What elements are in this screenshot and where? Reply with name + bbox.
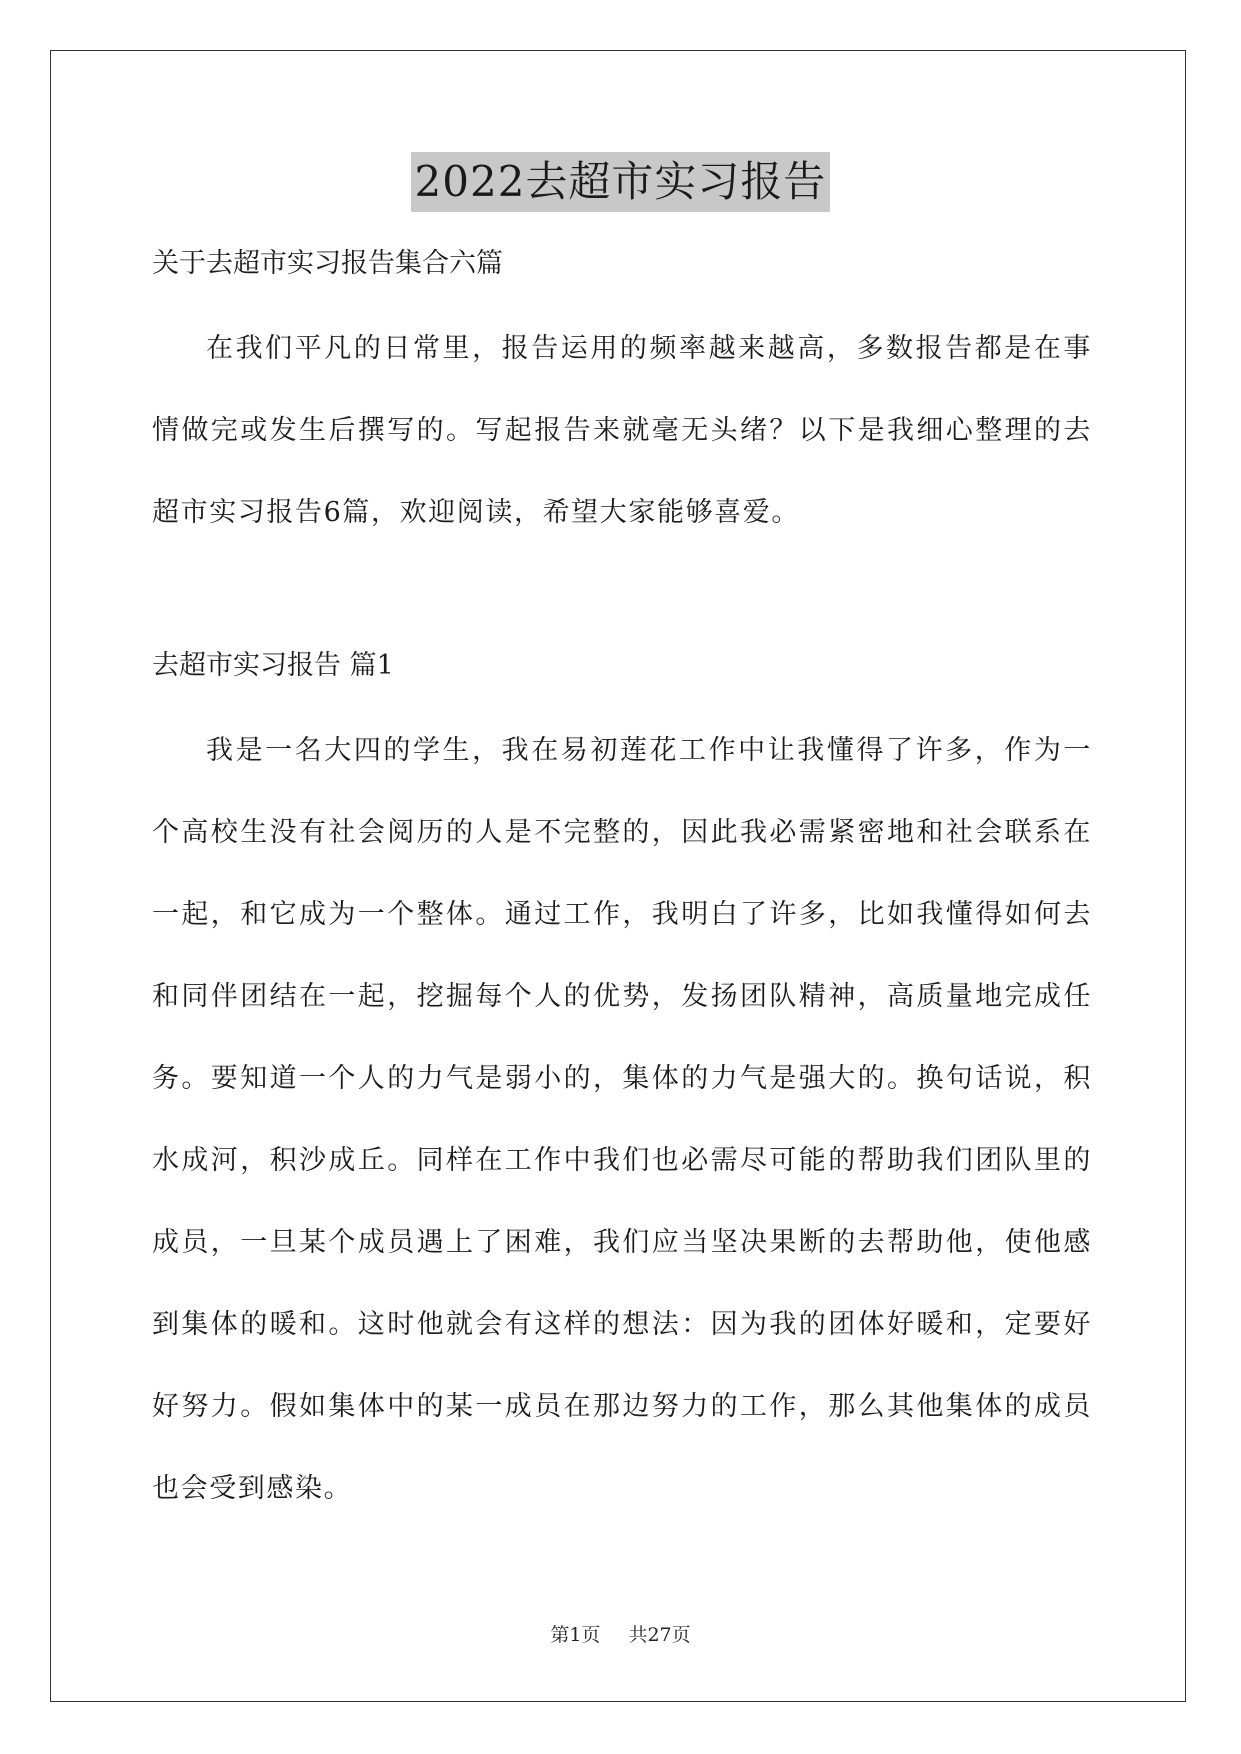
page-number: 第1页 <box>550 1624 601 1646</box>
document-body <box>152 232 1092 1530</box>
intro-paragraph: 在我们平凡的日常里，报告运用的频率越来越高，多数报告都是在事情做完或发生后撰写的。写起报告来就毫无头绪？以下是我细心整理的去超市实习报告6篇，欢迎阅读，希望大家能够喜爱。 <box>152 333 1092 528</box>
page-footer <box>0 1620 1241 1647</box>
document-title <box>0 152 1241 212</box>
document-title-text: 2022去超市实习报告 <box>411 152 831 212</box>
page-total: 共27页 <box>628 1624 691 1646</box>
section-paragraph: 我是一名大四的学生，我在易初莲花工作中让我懂得了许多，作为一个高校生没有社会阅历的人是不完整的，因此我必需紧密地和社会联系在一起，和它成为一个整体。通过工作，我明白了许多，比如我懂得如何去和同伴团结在一起，挖掘每个人的优势，发扬团队精神，高质量地完成任务。要知道一个人的力气是弱小的，集体的力气是强大的。换句话说，积水成河，积沙成丘。同样在工作中我们也必需尽可能的帮助我们团队里的成员，一旦某个成员遇上了困难，我们应当坚决果断的去帮助他，使他感到集体的暖和。这时他就会有这样的想法：因为我的团体好暖和，定要好好努力。假如集体中的某一成员在那边努力的工作，那么其他集体的成员也会受到感染。 <box>152 735 1092 1504</box>
section-heading: 去超市实习报告 篇1 <box>152 650 394 681</box>
document-subtitle: 关于去超市实习报告集合六篇 <box>152 248 503 279</box>
